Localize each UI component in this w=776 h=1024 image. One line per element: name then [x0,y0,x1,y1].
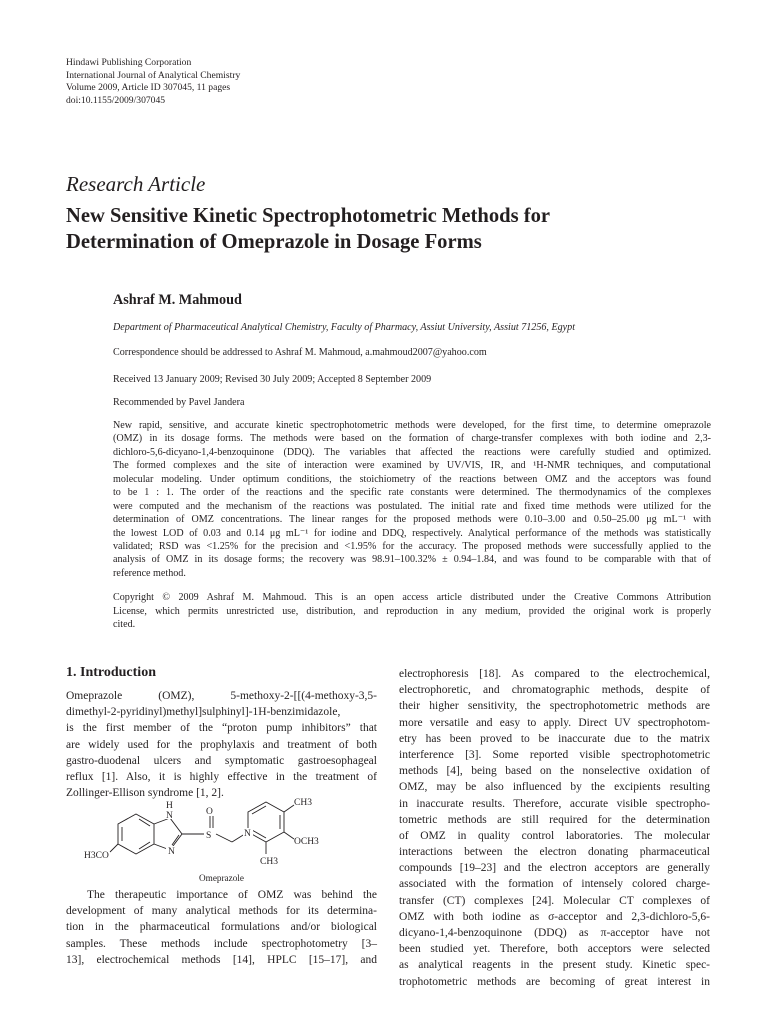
title-line: New Sensitive Kinetic Spectrophotometric Methods for [66,205,551,227]
left-column-intro [66,688,377,801]
methyl-label: CH3 [294,798,312,808]
body-line: dicyano-1,4-benzoquinone (DDQ) as π-acceptor have not [399,927,710,939]
title-line: Determination of Omeprazole in Dosage Forms [66,231,482,253]
body-line: their higher sensitivity, the spectrophotometric methods are [399,700,710,713]
body-line: 13], electrochemical methods [14], HPLC [15–17], and [66,953,377,966]
author-name: Ashraf M. Mahmoud [113,292,242,308]
abstract-line: to be 1 : 1. The order of the reactions and the specific rate constants were determined. The thermodynamics of the complexes [113,487,711,499]
body-line: The therapeutic importance of OMZ was behind the [87,889,377,901]
correspondence-text: Correspondence should be addressed to Ashraf M. Mahmoud, [113,347,366,358]
abstract-line: analysis of OMZ in its dosage forms; the recovery was 98.91–100.32% ± 0.94–1.84, and was found to be comparable with that of [113,554,711,566]
left-column-continued [66,887,377,968]
sulfur-label: S [206,831,212,841]
article-title [66,203,706,255]
publisher-name: Hindawi Publishing Corporation [66,57,192,68]
body-line: OMZ, may be also influenced by the excipients resulting [399,781,710,794]
copyright-notice [113,591,711,632]
body-line: of OMZ in quality control laboratories. The molecular [399,829,710,842]
body-line: samples. These methods include spectrophotometry [3– [66,937,377,950]
correspondence [113,347,487,358]
copyright-line: Copyright © 2009 Ashraf M. Mahmoud. This is an open access article distributed under the Creative Commons Attribution [113,592,711,603]
abstract-line: were computed and the mechanism of the reactions was postulated. The initial rate and fixed time methods were utilized for the [113,500,711,512]
methoxy-label: H3CO [84,851,109,861]
methyl-label: CH3 [260,857,278,867]
body-line: tion in the pharmaceutical formulations and/or biological [66,921,377,934]
article-dates: Received 13 January 2009; Revised 30 July 2009; Accepted 8 September 2009 [113,374,432,385]
body-line: Omeprazole (OMZ), 5-methoxy-2-[[(4-methoxy-3,5- [66,690,377,702]
oxygen-label: O [206,807,213,817]
copyright-line: License, which permits unrestricted use, distribution, and reproduction in any medium, provided the original work is properly [113,605,711,617]
abstract-line: dichloro-5,6-dicyano-1,4-benzoquinone (DDQ). The variables that affected the reactions were carefully studied and optimized. [113,446,711,458]
abstract-line: the lowest LOD of 0.03 and 0.14 μg mL⁻¹ for iodine and DDQ, respectively. Analytical performance of the methods was statistically [113,527,711,539]
body-line: more versatile and easy to apply. Direct UV spectrophotom- [399,716,710,729]
abstract-line: validated; RSD was <1.25% for the precision and <1.95% for the accuracy. The proposed methods were successfully applied to the [113,540,711,552]
volume-info: Volume 2009, Article ID 307045, 11 pages [66,82,231,93]
article-type: Research Article [66,172,206,196]
abstract-line: determination of OMZ concentrations. The linear ranges for the proposed methods were 0.10–3.00 and 0.50–25.00 μg mL⁻¹ with [113,514,711,526]
body-line: in inaccurate results. Therefore, accurate visible spectropho- [399,797,710,810]
body-line: as analytical reagents in the present study. Kinetic spec- [399,959,710,972]
right-column [399,666,710,990]
omeprazole-structure-figure [80,796,342,870]
body-line: gastro-duodenal ulcers and symptomatic gastroesophageal [66,754,377,767]
body-line: dimethyl-2-pyridinyl)methyl]sulphinyl]-1H-benzimidazole, [66,706,341,719]
abstract-line: New rapid, sensitive, and accurate kinetic spectrophotometric methods were developed, for the first time, to determine omeprazole [113,420,711,431]
abstract-line: The formed complexes and the site of interaction were examined by UV/VIS, IR, and ¹H-NMR techniques, and computational [113,460,711,472]
body-line: Zollinger-Ellison syndrome [1, 2]. [66,787,224,800]
abstract [113,419,711,580]
body-line: associated with the formation of intensely colored charge- [399,878,710,891]
abstract-line: molecular modeling. Under optimum conditions, the stoichiometry of the reactions between OMZ and the acceptors was found [113,473,711,485]
journal-header [66,57,240,107]
nitrogen-label: N [244,829,251,839]
copyright-line: cited. [113,619,136,631]
body-line: OMZ with both iodine as σ-acceptor and 2,3-dichloro-5,6- [399,910,710,923]
abstract-line: (OMZ) in its dosage forms. The methods were based on the formation of charge-transfer complexes with both iodine and 2,3- [113,433,711,445]
nitrogen-label: N [166,811,173,821]
body-line: are widely used for the prophylaxis and treatment of both [66,738,377,751]
correspondence-email-link[interactable]: a.mahmoud2007@yahoo.com [365,347,487,358]
affiliation: Department of Pharmaceutical Analytical Chemistry, Faculty of Pharmacy, Assiut University, Assiut 71256, Egypt [113,322,576,333]
doi[interactable]: doi:10.1155/2009/307045 [66,94,166,106]
body-line: transfer (CT) complexes [24]. Molecular CT complexes of [399,894,710,907]
body-line: interference [3]. Some reported visible spectrophotometric [399,748,710,761]
section-heading-introduction: 1. Introduction [66,665,156,680]
body-line: is the first member of the “proton pump inhibitors” that [66,722,377,735]
body-line: trophotometric methods are becoming of great interest in [399,975,710,988]
recommended-by: Recommended by Pavel Jandera [113,397,245,408]
body-line: reflux [1]. Also, it is highly effective in the treatment of [66,770,377,783]
hydrogen-label: H [166,801,173,811]
body-line: been studied yet. Therefore, both acceptors were selected [399,943,710,956]
body-line: development of many analytical methods for its determina- [66,905,377,918]
body-line: interactions between the electron donating pharmaceutical [399,846,710,859]
body-line: electrophoretic, and chromatographic methods, despite of [399,684,710,697]
body-line: tometric methods are still required for the determination [399,813,710,826]
journal-name: International Journal of Analytical Chemistry [66,69,241,81]
nitrogen-label: N [168,847,175,857]
figure-caption: Omeprazole [199,873,244,883]
body-line: compounds [19–23] and the electron acceptors are generally [399,862,710,875]
body-line: methods [4], being based on the nonselective oxidation of [399,765,710,778]
body-line: etry has been proved to be inaccurate due to the matrix [399,732,710,745]
abstract-line: reference method. [113,567,186,579]
methoxy-label: OCH3 [294,837,319,847]
body-line: electrophoresis [18]. As compared to the electrochemical, [399,668,710,680]
